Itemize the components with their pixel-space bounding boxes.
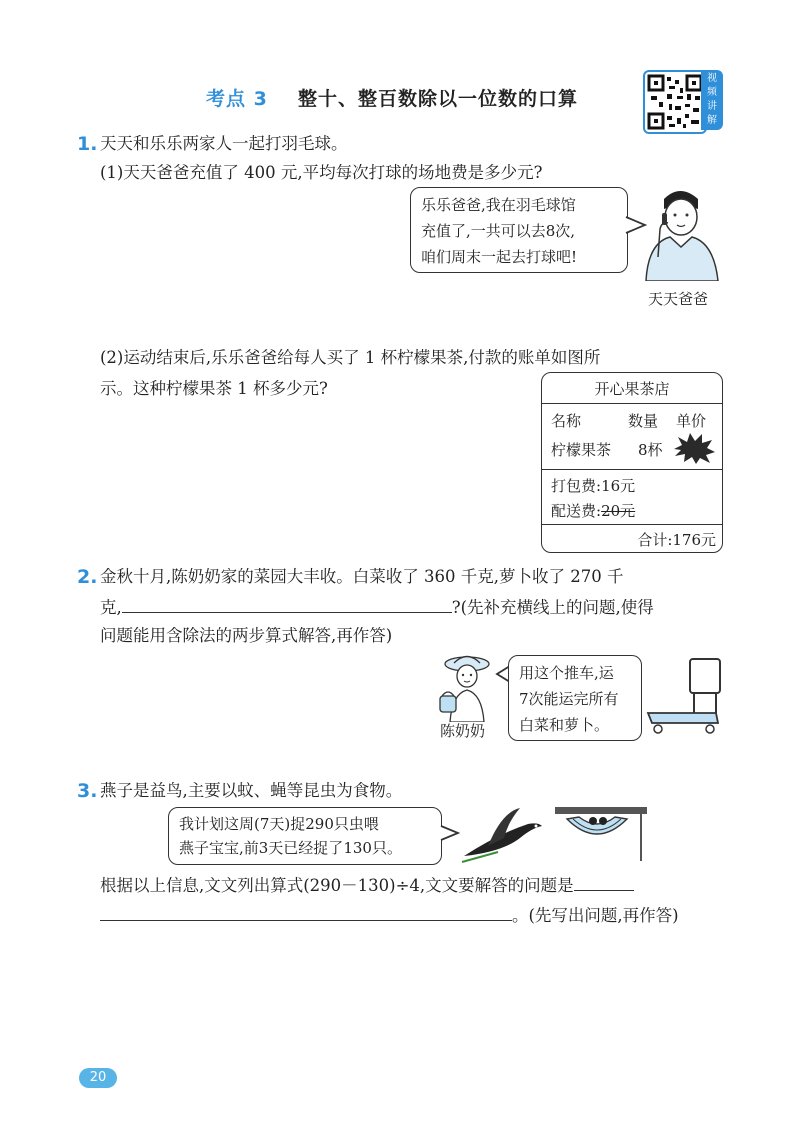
question-1-number: 1. — [77, 133, 98, 155]
question-1-sub2-line1: (2)运动结束后,乐乐爸爸给每人买了 1 杯柠檬果茶,付款的账单如图所 — [100, 348, 601, 367]
bubble-line: 我计划这周(7天)捉290只虫喂 — [179, 815, 379, 833]
swallow-nest-illustration-icon — [553, 805, 649, 863]
question-1-sub1: (1)天天爸爸充值了 400 元,平均每次打球的场地费是多少元? — [100, 163, 543, 182]
bubble-line: 乐乐爸爸,我在羽毛球馆 — [421, 196, 576, 214]
question-3-line1-text: 根据以上信息,文文列出算式(290－130)÷4,文文要解答的问题是 — [100, 876, 574, 895]
question-2-line2-suffix: ?(先补充横线上的问题,使得 — [451, 598, 654, 617]
bubble-line: 咱们周末一起去打球吧! — [421, 248, 578, 266]
question-2-line2-prefix: 克, — [100, 598, 122, 617]
answer-blank-q3-a[interactable] — [574, 872, 634, 891]
cart-illustration-icon — [646, 655, 726, 737]
question-1-stem: 天天和乐乐两家人一起打羽毛球。 — [100, 134, 348, 153]
receipt-item-qty: 8杯 — [638, 441, 663, 459]
page-number: 20 — [79, 1068, 117, 1088]
qr-code-icon[interactable] — [643, 70, 707, 134]
question-3-line2 — [100, 902, 679, 929]
question-2-number: 2. — [77, 566, 98, 588]
section-label: 考点 3 — [206, 88, 268, 110]
receipt-item-name: 柠檬果茶 — [551, 441, 612, 459]
video-tab-char: 视 — [707, 73, 717, 84]
bubble-tail-icon — [440, 824, 460, 844]
question-2-line1: 金秋十月,陈奶奶家的菜园大丰收。白菜收了 360 千克,萝卜收了 270 千 — [100, 567, 624, 586]
receipt-delivery-label: 配送费: — [551, 502, 602, 520]
bubble-line: 充值了,一共可以去8次, — [421, 222, 576, 240]
receipt-packing-label: 打包费: — [551, 477, 602, 495]
video-tab-char: 讲 — [707, 101, 717, 112]
question-3-line1 — [100, 872, 634, 899]
speech-bubble-grandma — [508, 655, 642, 741]
receipt-col-name: 名称 — [551, 412, 582, 430]
receipt-shop-name: 开心果茶店 — [594, 380, 670, 398]
section-title: 整十、整百数除以一位数的口算 — [298, 88, 579, 110]
person-label-tiantian-dad: 天天爸爸 — [648, 290, 709, 308]
question-3-stem: 燕子是益鸟,主要以蚊、蝇等昆虫为食物。 — [100, 781, 403, 800]
speech-bubble-swallow — [168, 807, 442, 865]
receipt-col-qty: 数量 — [628, 412, 659, 430]
bubble-line: 白菜和萝卜。 — [519, 716, 610, 734]
receipt-packing — [551, 475, 635, 496]
video-tab-char: 解 — [707, 115, 717, 126]
answer-blank-q2[interactable] — [122, 594, 452, 613]
speech-bubble-tiantian-dad — [410, 187, 628, 273]
question-2-line3: 问题能用含除法的两步算式解答,再作答) — [100, 626, 393, 645]
video-tab-char: 频 — [707, 87, 717, 98]
swallow-bird-illustration-icon — [458, 804, 544, 864]
receipt-col-price: 单价 — [676, 412, 707, 430]
answer-blank-q3-b[interactable] — [100, 902, 512, 921]
phone-man-illustration-icon — [640, 185, 720, 281]
ink-splash-icon — [672, 431, 716, 465]
receipt-delivery — [551, 500, 635, 521]
grandma-illustration-icon — [436, 650, 498, 722]
receipt-card — [541, 372, 723, 553]
receipt-packing-value: 16元 — [601, 477, 636, 495]
question-2-line2 — [100, 594, 654, 621]
person-label-grandma: 陈奶奶 — [440, 722, 486, 740]
question-1-sub2-line2: 示。这种柠檬果茶 1 杯多少元? — [100, 379, 328, 398]
video-tab[interactable] — [701, 70, 723, 130]
bubble-line: 燕子宝宝,前3天已经捉了130只。 — [179, 839, 402, 857]
question-3-line2-suffix: 。(先写出问题,再作答) — [512, 906, 679, 925]
receipt-delivery-value: 20元 — [601, 502, 636, 520]
bubble-line: 7次能运完所有 — [519, 690, 619, 708]
question-3-number: 3. — [77, 780, 98, 802]
bubble-line: 用这个推车,运 — [519, 664, 614, 682]
receipt-total: 合计:176元 — [637, 531, 716, 549]
